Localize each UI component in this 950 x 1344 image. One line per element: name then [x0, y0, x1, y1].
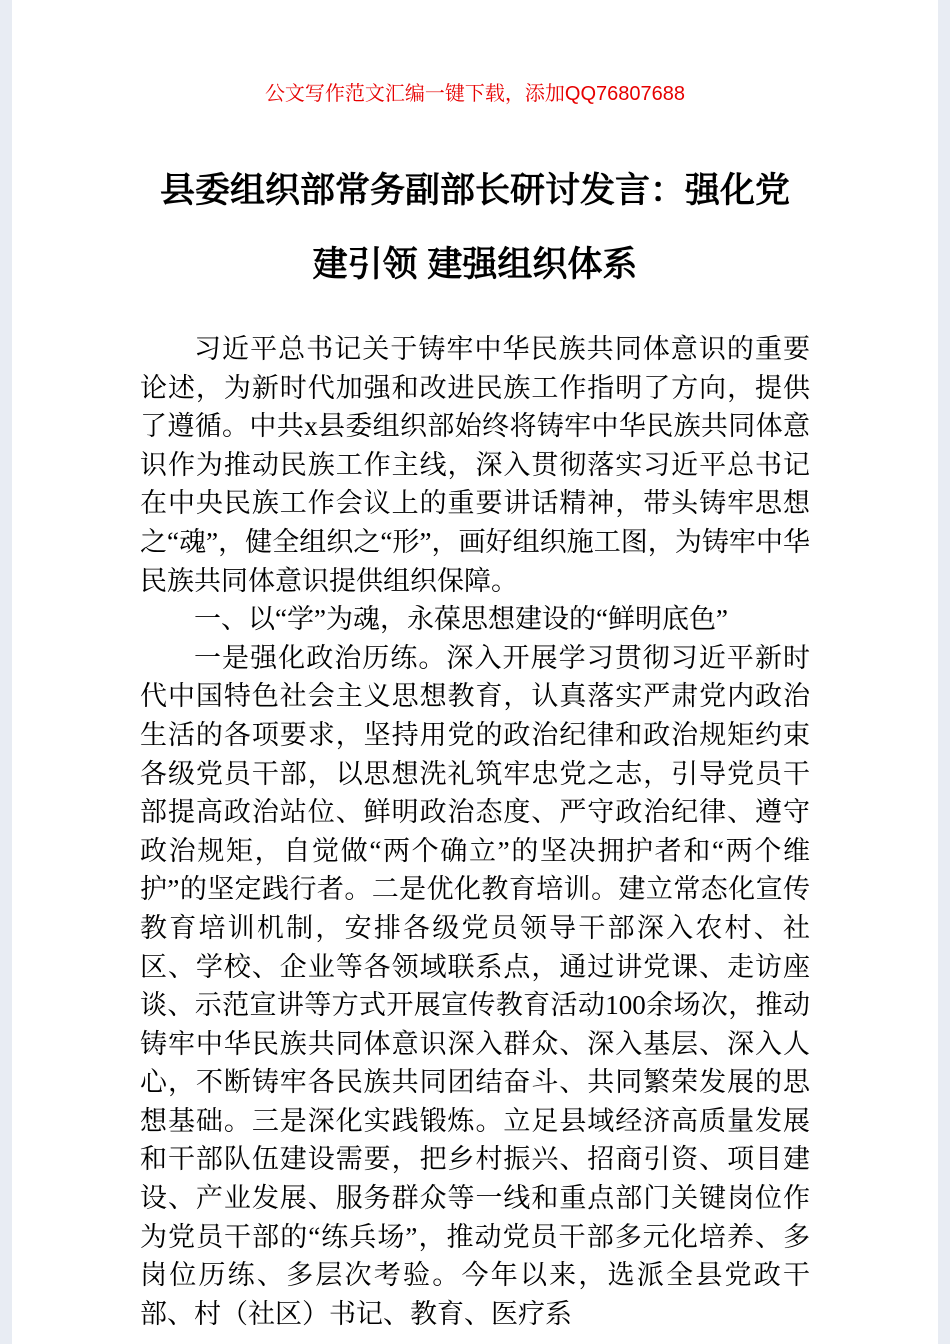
body-paragraph: 一是强化政治历练。深入开展学习贯彻习近平新时代中国特色社会主义思想教育，认真落实严肃党内政治生活的各项要求，坚持用党的政治纪律和政治规矩约束各级党员干部，以思想洗礼筑牢忠党之志，引导党员干部提高政治站位、鲜明政治态度、严守政治纪律、遵守政治规矩，自觉做“两个确立”的坚决拥护者和“两个维护”的坚定践行者。二是优化教育培训。建立常态化宣传教育培训机制，安排各级党员领导干部深入农村、社区、学校、企业等各领域联系点，通过讲党课、走访座谈、示范宣讲等方式开展宣传教育活动100余场次，推动铸牢中华民族共同体意识深入群众、深入基层、深入人心，不断铸牢各民族共同团结奋斗、共同繁荣发展的思想基础。三是深化实践锻炼。立足县域经济高质量发展和干部队伍建设需要，把乡村振兴、招商引资、项目建设、产业发展、服务群众等一线和重点部门关键岗位作为党员干部的“练兵场”，推动党员干部多元化培养、多岗位历练、多层次考验。今年以来，选派全县党政干部、村（社区）书记、教育、医疗系 [140, 642, 810, 1329]
header-notice: 公文写作范文汇编一键下载，添加QQ76807688 [264, 83, 686, 105]
document-title-line-1: 县委组织部常务副部长研讨发言：强化党 [159, 171, 790, 210]
document-page [12, 0, 938, 1344]
body-paragraph: 习近平总书记关于铸牢中华民族共同体意识的重要论述，为新时代加强和改进民族工作指明了方向，提供了遵循。中共x县委组织部始终将铸牢中华民族共同体意识作为推动民族工作主线，深入贯彻落实习近平总书记在中央民族工作会议上的重要讲话精神，带头铸牢思想之“魂”，健全组织之“形”，画好组织施工图，为铸牢中华民族共同体意识提供组织保障。 [140, 334, 810, 596]
document-body [140, 330, 810, 1333]
document-title [140, 154, 810, 302]
section-heading: 一、以“学”为魂，永葆思想建设的“鲜明底色” [194, 604, 728, 635]
document-title-line-2: 建引领 建强组织体系 [312, 245, 638, 284]
